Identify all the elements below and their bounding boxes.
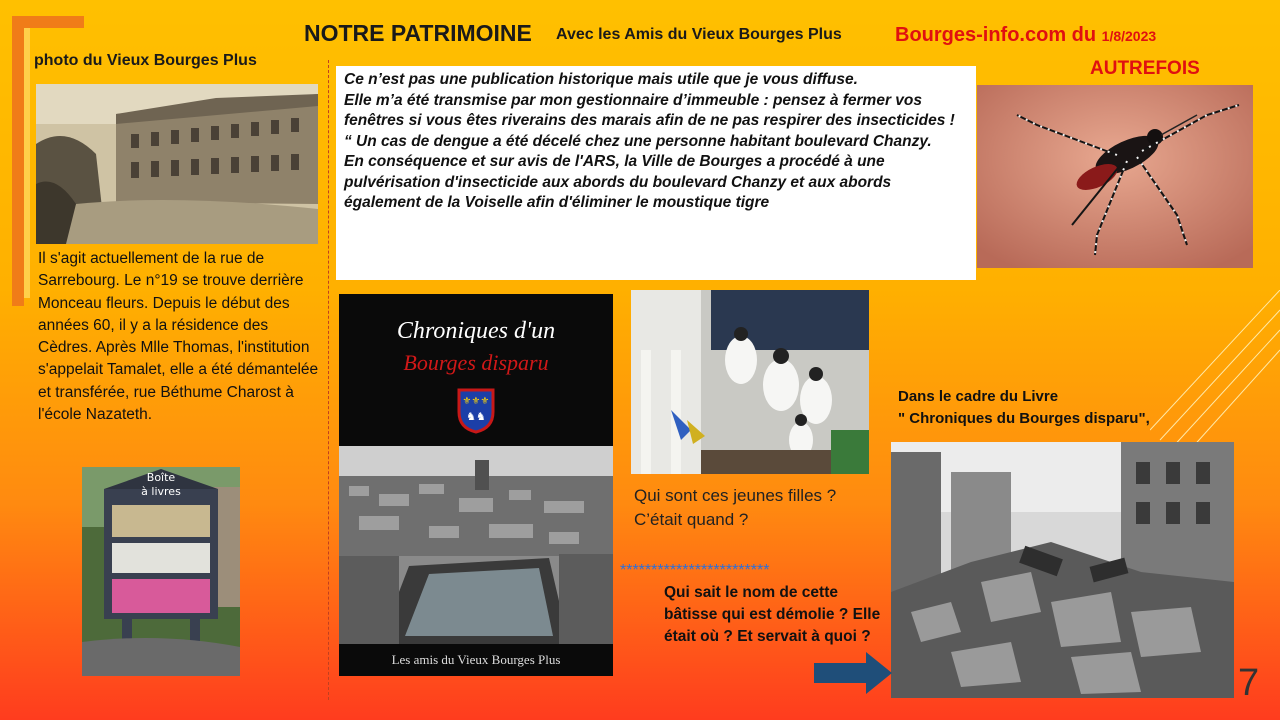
column-divider [328,60,329,700]
demolished-building-photo [891,442,1234,698]
book-box-photo [82,467,240,676]
arrow-right-icon [814,652,892,694]
book-title-line1: Chroniques d'un [396,318,556,344]
bourges-coat-of-arms-icon [457,388,495,434]
building-question: Qui sait le nom de cette bâtisse qui est démolie ? Elle était où ? Et servait à quoi ? [664,584,881,645]
book-publisher: Les amis du Vieux Bourges Plus [391,652,561,667]
aerial-city-photo [339,446,613,644]
old-building-photo [36,84,318,244]
site-label: Bourges-info.com du [895,24,1097,46]
photo-caption: photo du Vieux Bourges Plus [34,52,257,69]
site-name [895,24,1156,47]
notice-line-2: Elle m’a été transmise par mon gestionnaire d’immeuble : pensez à fermer vos fenêtres si vous êtes riverains des marais afin de ne pas respirer des insecticides ! [344,91,955,129]
svg-text:⚜⚜⚜: ⚜⚜⚜ [462,396,490,407]
stars-separator: ************************ [620,562,770,579]
girls-question: Qui sont ces jeunes filles ? C’était quand ? [634,486,837,529]
page-number: 7 [1238,662,1260,704]
notice-line-4: En conséquence et sur avis de l'ARS, la Ville de Bourges a procédé à une pulvérisation d'insecticide aux abords du boulevard Chanzy et aux abords également de la Voiselle afin d'éliminer le moustique tigre [344,153,892,211]
book-cover [339,294,613,676]
book-context-line1: Dans le cadre du Livre [898,388,1059,405]
young-girls-photo [631,290,869,474]
notice-line-3: “ Un cas de dengue a été décelé chez une personne habitant boulevard Chanzy. [344,132,932,150]
site-date: 1/8/2023 [1101,28,1157,44]
mosquito-photo [977,85,1253,268]
notice-box [336,66,976,280]
svg-text:♞♞: ♞♞ [466,410,486,423]
book-title-line2: Bourges disparu [403,350,549,375]
notice-line-1: Ce n’est pas une publication historique mais utile que je vous diffuse. [344,71,858,88]
corner-bracket-inner [24,28,30,298]
section-label: AUTREFOIS [1090,58,1200,79]
history-text: Il s'agit actuellement de la rue de Sarrebourg. Le n°19 se trouve derrière Monceau fleurs. Depuis le début des années 60, il y a la résidence des Cèdres. Après Mlle Thomas, l'institution s'appelait Tamalet, elle a été démantelée et transférée, rue Béthume Charost à l'école Nazateth. [38,250,319,424]
book-box-sign-line2: à livres [141,485,181,498]
page-subtitle: Avec les Amis du Vieux Bourges Plus [556,26,842,43]
book-context-text [898,386,1218,430]
book-context-line2: " Chroniques du Bourges disparu", [898,410,1150,427]
book-box-sign-line1: Boîte [146,471,176,484]
page-title: NOTRE PATRIMOINE [304,20,532,46]
corner-bracket-side [12,16,24,306]
